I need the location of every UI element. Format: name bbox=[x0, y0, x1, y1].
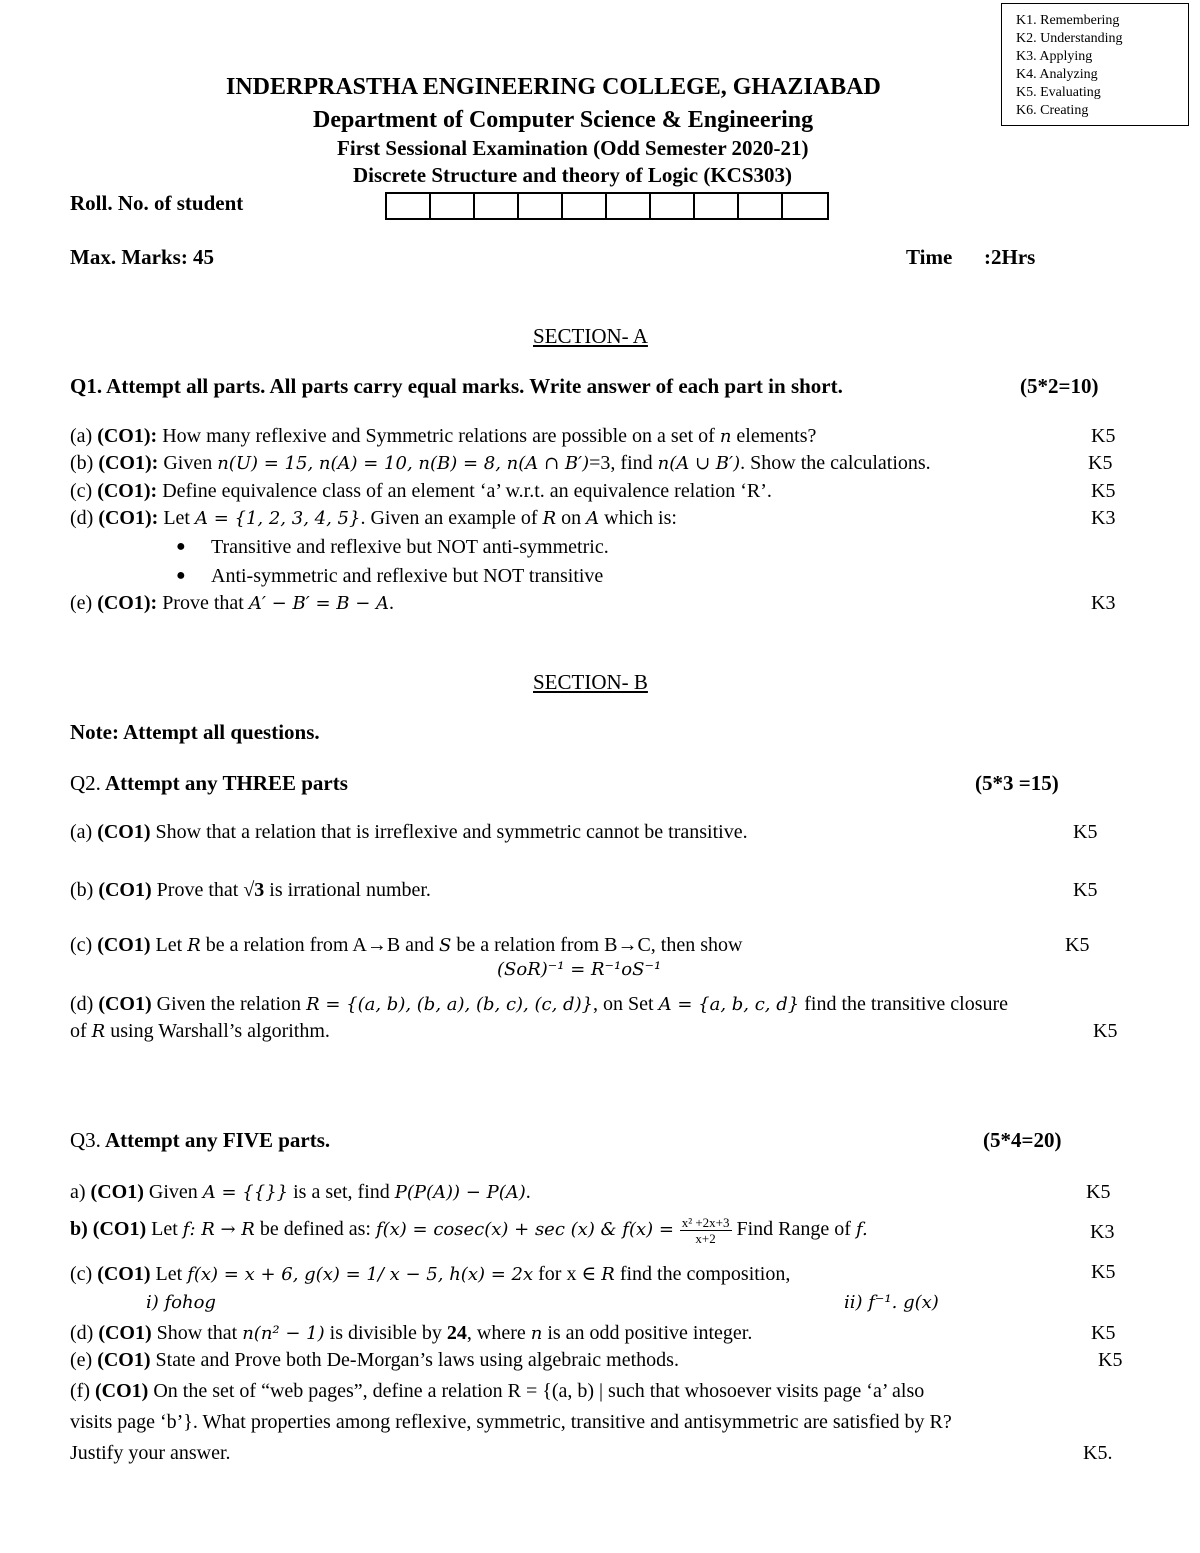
q1d-level: K3 bbox=[1091, 507, 1116, 529]
q3c-level: K5 bbox=[1091, 1261, 1116, 1283]
q3e-level: K5 bbox=[1098, 1349, 1123, 1371]
department-name: Department of Computer Science & Engineering bbox=[313, 107, 814, 133]
time-label: Time bbox=[906, 245, 953, 269]
q3c-part-i: i) fohog bbox=[146, 1292, 216, 1313]
q3a-level: K5 bbox=[1086, 1181, 1111, 1203]
q2d-level: K5 bbox=[1093, 1020, 1118, 1042]
k-level: K5. Evaluating bbox=[1016, 85, 1101, 100]
q2a-level: K5 bbox=[1073, 821, 1098, 843]
k-level: K3. Applying bbox=[1016, 49, 1093, 64]
q3f-line2: visits page ‘b’}. What properties among reflexive, symmetric, transitive and antisymmetric are satisfied by R? bbox=[70, 1411, 952, 1433]
arrow-icon: → bbox=[366, 934, 387, 956]
roll-box[interactable] bbox=[783, 194, 827, 218]
k-level: K4. Analyzing bbox=[1016, 67, 1098, 82]
q2-marks: (5*3 =15) bbox=[975, 771, 1059, 795]
q2-heading: Q2. Attempt any THREE parts bbox=[70, 771, 348, 795]
roll-box[interactable] bbox=[475, 194, 519, 218]
bullet-icon: ● bbox=[176, 538, 186, 555]
k-level: K2. Understanding bbox=[1016, 31, 1123, 46]
section-b-note: Note: Attempt all questions. bbox=[70, 720, 320, 744]
q3f-line3: Justify your answer. bbox=[70, 1442, 231, 1464]
q1d-bullet-2: Anti-symmetric and reflexive but NOT transitive bbox=[211, 565, 604, 587]
q1d: (d) (CO1): Let A = {1, 2, 3, 4, 5}. Given an example of R on A which is: bbox=[70, 507, 677, 529]
q3f: (f) (CO1) On the set of “web pages”, define a relation R = {(a, b) | such that whosoever visits page ‘a’ also bbox=[70, 1380, 925, 1402]
roll-box[interactable] bbox=[519, 194, 563, 218]
q1a-level: K5 bbox=[1091, 425, 1116, 447]
roll-label: Roll. No. of student bbox=[70, 191, 244, 215]
roll-box[interactable] bbox=[563, 194, 607, 218]
q1e-level: K3 bbox=[1091, 592, 1116, 614]
q1-marks: (5*2=10) bbox=[1020, 374, 1099, 398]
q1a: (a) (CO1): How many reflexive and Symmetric relations are possible on a set of n elements? bbox=[70, 425, 817, 447]
q3c: (c) (CO1) Let f(x) = x + 6, g(x) = 1/ x − 5, h(x) = 2x for x ∈ R find the composition, bbox=[70, 1263, 791, 1285]
q1b-level: K5 bbox=[1088, 452, 1113, 474]
roll-box[interactable] bbox=[387, 194, 431, 218]
k-level: K1. Remembering bbox=[1016, 13, 1120, 28]
q2d-line2: of R using Warshall’s algorithm. bbox=[70, 1020, 330, 1042]
q2d: (d) (CO1) Given the relation R = {(a, b), (b, a), (b, c), (c, d)}, on Set A = {a, b, c, d} find the transitive closure bbox=[70, 993, 1009, 1015]
q3e: (e) (CO1) State and Prove both De-Morgan’s laws using algebraic methods. bbox=[70, 1349, 679, 1371]
q3b-level: K3 bbox=[1090, 1221, 1115, 1243]
q2b-level: K5 bbox=[1073, 879, 1098, 901]
q3-marks: (5*4=20) bbox=[983, 1128, 1062, 1152]
q1e: (e) (CO1): Prove that A′ − B′ = B − A. bbox=[70, 592, 395, 614]
bullet-icon: ● bbox=[176, 567, 186, 584]
roll-box[interactable] bbox=[695, 194, 739, 218]
k-level: K6. Creating bbox=[1016, 103, 1089, 118]
arrow-icon: → bbox=[617, 934, 638, 956]
q2c-formula: (SoR)⁻¹ = R⁻¹oS⁻¹ bbox=[497, 959, 662, 980]
max-marks: Max. Marks: 45 bbox=[70, 245, 215, 269]
time-value: :2Hrs bbox=[984, 245, 1036, 269]
q1c: (c) (CO1): Define equivalence class of an element ‘a’ w.r.t. an equivalence relation ‘R’. bbox=[70, 480, 772, 502]
section-a-title: SECTION- A bbox=[533, 324, 648, 348]
roll-box[interactable] bbox=[607, 194, 651, 218]
q3c-part-ii: ii) f⁻¹. g(x) bbox=[844, 1292, 939, 1313]
k-levels-box bbox=[1001, 3, 1189, 126]
q3d-level: K5 bbox=[1091, 1322, 1116, 1344]
q1b: (b) (CO1): Given n(U) = 15, n(A) = 10, n(B) = 8, n(A ∩ B′)=3, find n(A ∪ B′). Show the calculations. bbox=[70, 452, 931, 474]
q2c: (c) (CO1) Let R be a relation from A→B and S be a relation from B→C, then show bbox=[70, 934, 743, 956]
q1-heading: Q1. Attempt all parts. All parts carry equal marks. Write answer of each part in short. bbox=[70, 374, 843, 398]
q2c-level: K5 bbox=[1065, 934, 1090, 956]
q1d-bullet-1: Transitive and reflexive but NOT anti-symmetric. bbox=[211, 536, 609, 558]
fraction: $\frac{\text{x² +2x+3}}{x+2}$ bbox=[681, 1215, 730, 1246]
roll-box[interactable] bbox=[739, 194, 783, 218]
q3f-level: K5. bbox=[1083, 1442, 1113, 1464]
q3d: (d) (CO1) Show that n(n² − 1) is divisible by 24, where n is an odd positive integer. bbox=[70, 1322, 753, 1344]
q2b: (b) (CO1) Prove that √3 is irrational number. bbox=[70, 879, 431, 901]
q3a: a) (CO1) Given A = {{}} is a set, find P(P(A)) − P(A). bbox=[70, 1181, 531, 1203]
roll-number-boxes[interactable] bbox=[385, 192, 829, 220]
subject-title: Discrete Structure and theory of Logic (KCS303) bbox=[353, 163, 792, 187]
college-name: INDERPRASTHA ENGINEERING COLLEGE, GHAZIABAD bbox=[226, 74, 881, 100]
q3-heading: Q3. Attempt any FIVE parts. bbox=[70, 1128, 331, 1152]
exam-title: First Sessional Examination (Odd Semester 2020-21) bbox=[337, 136, 809, 160]
q2a: (a) (CO1) Show that a relation that is irreflexive and symmetric cannot be transitive. bbox=[70, 821, 748, 843]
section-b-title: SECTION- B bbox=[533, 670, 648, 694]
q3b: b) (CO1) Let f: R → R be defined as: f(x) = cosec(x) + sec (x) & f(x) = $\frac{\text{x² +2x+3}}{x+2}$ Find Range of f. bbox=[70, 1215, 868, 1246]
q1c-level: K5 bbox=[1091, 480, 1116, 502]
roll-box[interactable] bbox=[431, 194, 475, 218]
roll-box[interactable] bbox=[651, 194, 695, 218]
